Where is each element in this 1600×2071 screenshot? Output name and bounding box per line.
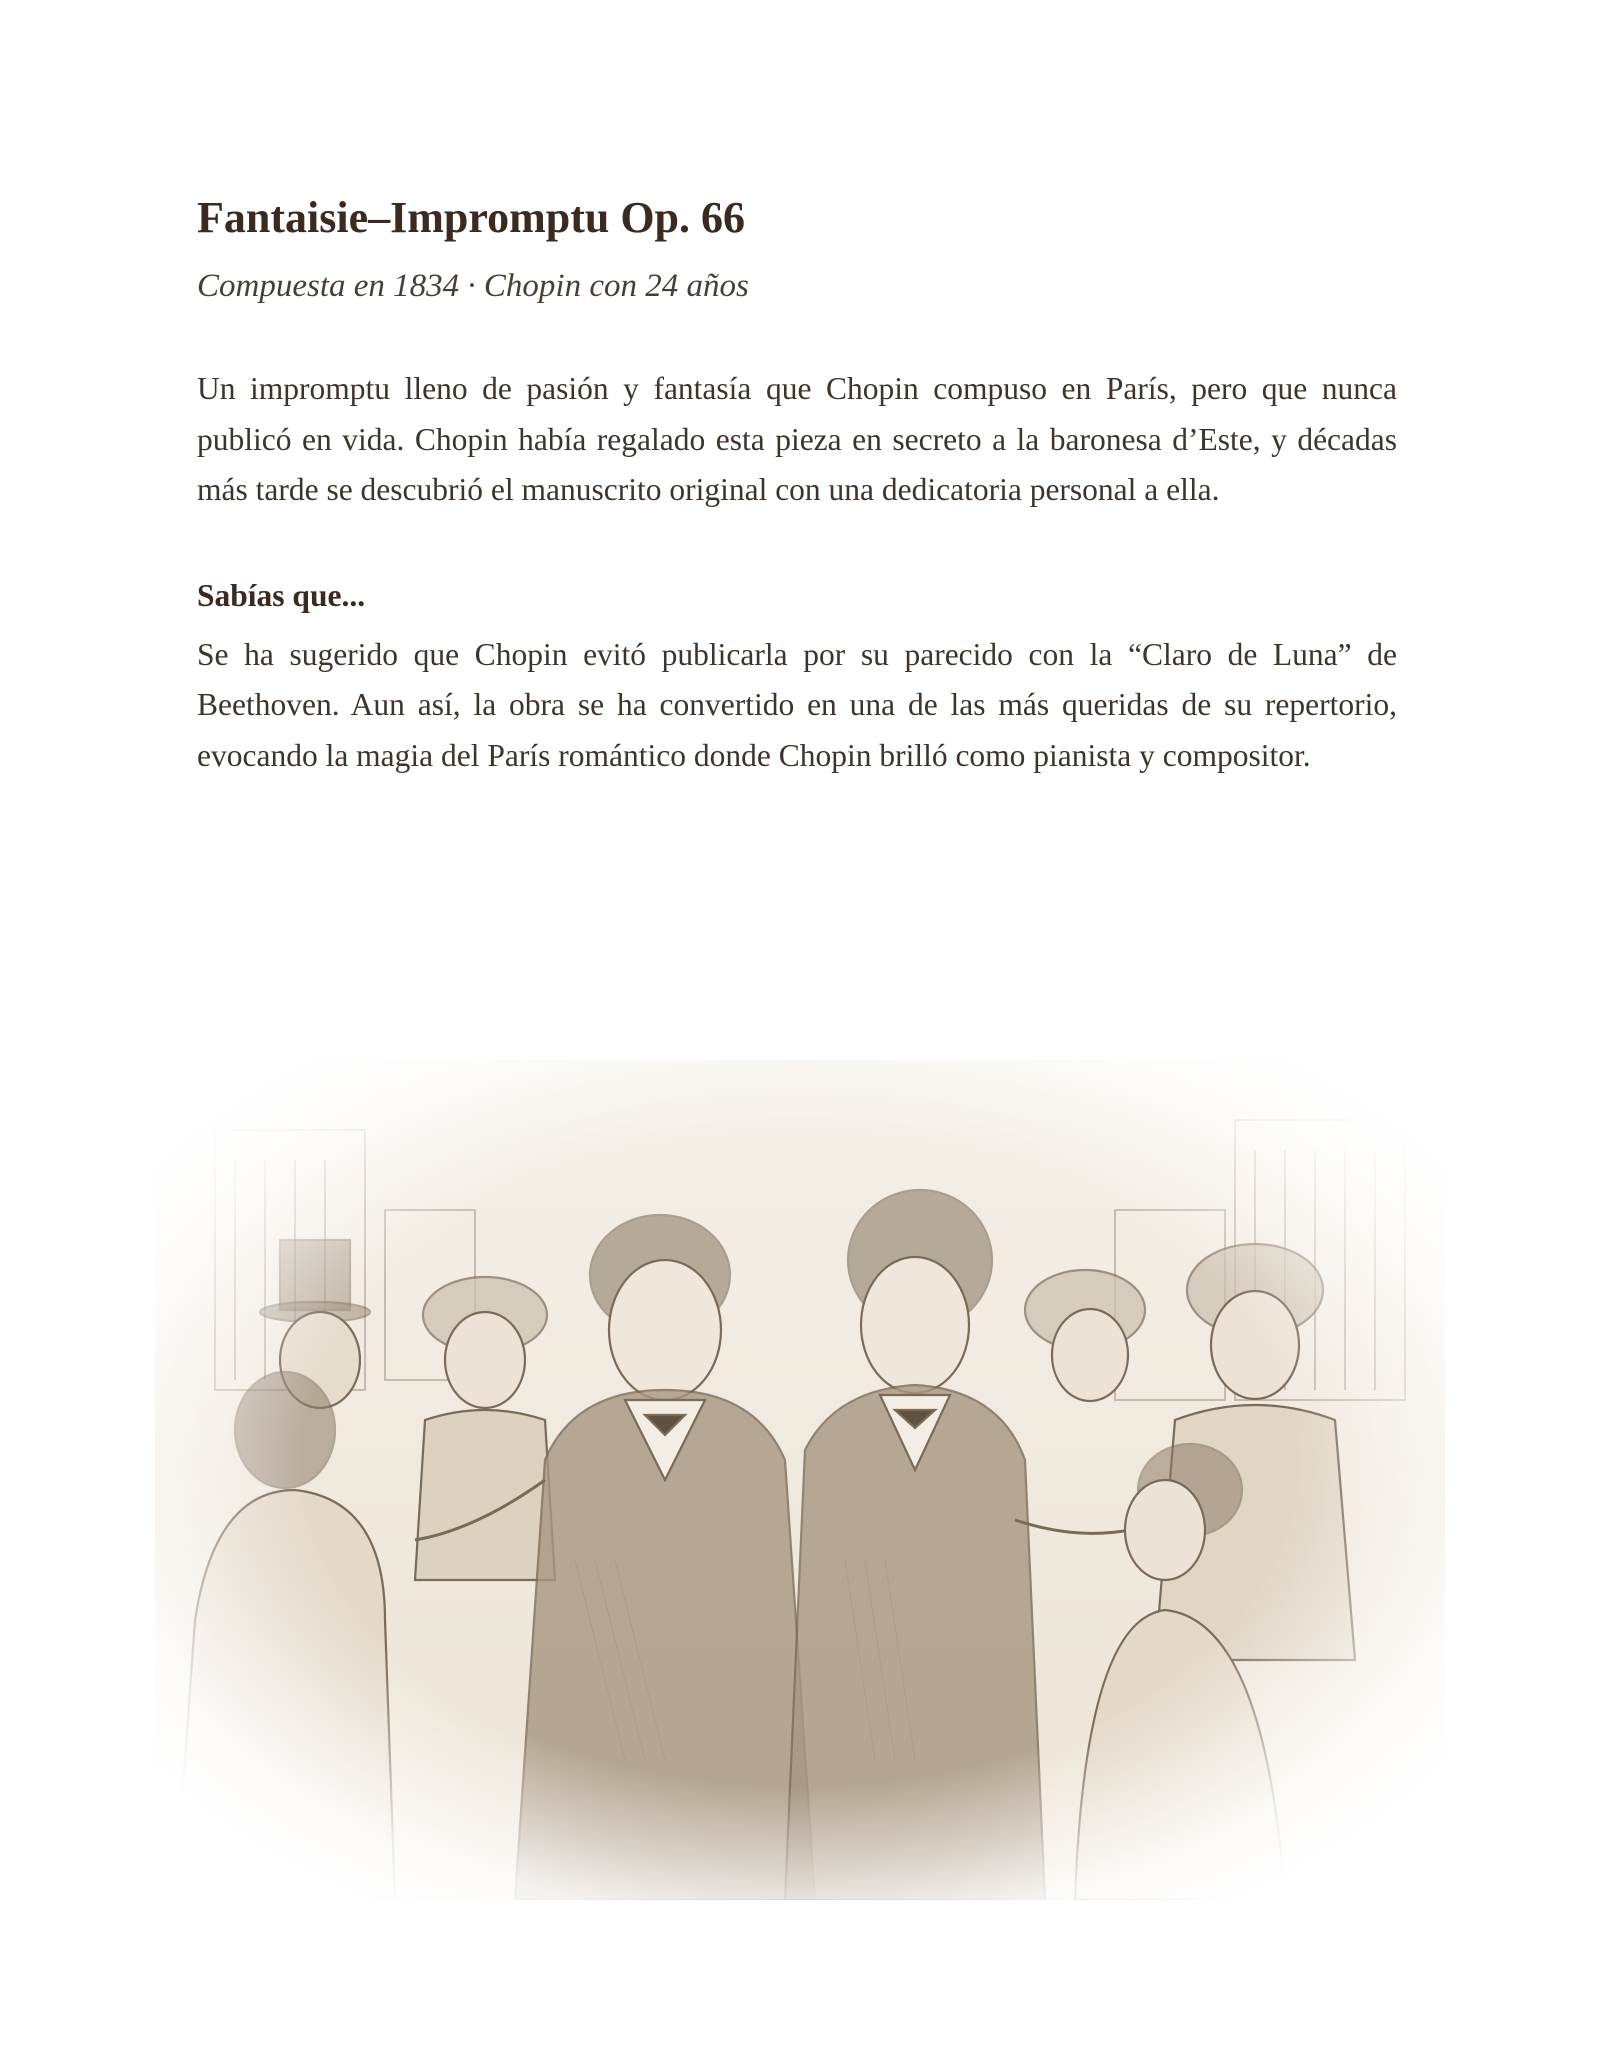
fun-fact-heading: Sabías que... — [197, 577, 366, 613]
pencil-sketch-of-crowd — [155, 1060, 1445, 1900]
page-content — [197, 190, 1397, 781]
vignette — [155, 1060, 1445, 1900]
piece-subtitle: Compuesta en 1834 · Chopin con 24 años — [197, 268, 749, 304]
intro-paragraph: Un impromptu lleno de pasión y fantasía que Chopin compuso en París, pero que nunca publicó en vida. Chopin había regalado esta pieza en secreto a la baronesa d’Este, y décadas más tarde se descubrió el manuscrito original con una dedicatoria personal a ella. — [197, 371, 1397, 507]
sketch-illustration — [155, 1060, 1445, 1900]
piece-title: Fantaisie–Impromptu Op. 66 — [197, 193, 746, 242]
fun-fact-paragraph: Se ha sugerido que Chopin evitó publicarla por su parecido con la “Claro de Luna” de Beethoven. Aun así, la obra se ha convertido en una de las más queridas de su repertorio, evocando la magia del París romántico donde Chopin brilló como pianista y compositor. — [197, 636, 1397, 773]
